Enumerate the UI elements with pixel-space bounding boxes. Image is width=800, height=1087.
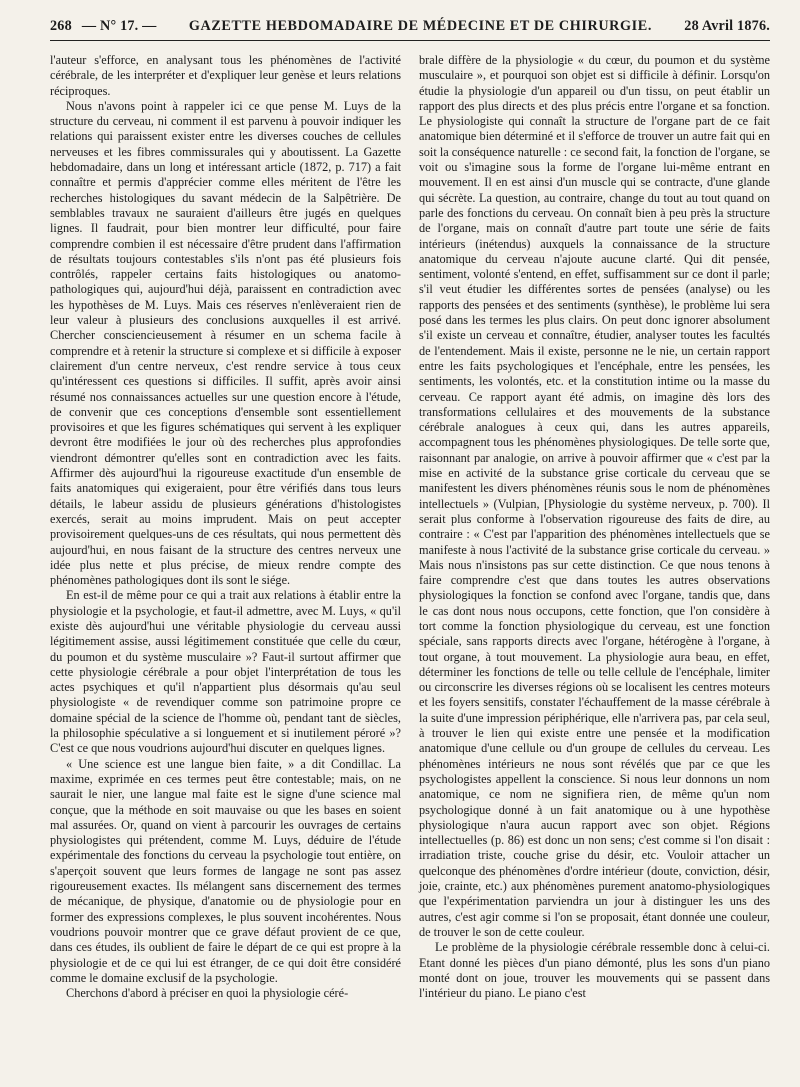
header-left <box>50 18 157 35</box>
issue-date: 28 Avril 1876. <box>684 18 770 34</box>
paragraph: brale diffère de la physiologie « du cœur, du poumon et du système musculaire », et pourquoi son objet est si difficile à définir. Lorsqu'on étudie la physiologie d'un appareil ou d'un tissu, on peut établir un rapport des plus directs et des plus précis entre l'organe et sa fonction. Le physiologiste qui connaît la structure de l'organe part de ce fait anatomique bien déterminé et il s'efforce de trouver un autre fait qui en soit la conséquence naturelle : ce second fait, la fonction de l'organe, se voit ou s'imagine sous la forme de l'organe lui-même entrant en mouvement. Il en est ainsi d'un muscle qui se contracte, d'une glande qui sécrète. La question, au contraire, change du tout au tout quand on parle des fonctions du cerveau. On connaît bien à peu près la structure de l'organe, mais on connaît d'autre part toute une série de faits intérieurs (inétendus) auxquels la connaissance de la structure anatomique du cerveau n'ajoute aucune clarté. Qui dit pensée, sentiment, volonté s'entend, en effet, suffisamment sur ce dont il parle; s'il veut étudier les différentes sortes de pensées (analyse) ou les rapports des pensées et des sentiments (synthèse), le problème lui sera posé dans les termes les plus clairs. On peut donc ignorer absolument s'il existe un cerveau et connaître, étudier, analyser toutes les facultés de l'entendement. Mais il existe, personne ne le nie, un certain rapport entre les faits psychologiques et l'encéphale, entre les pensées, les sentiments, les volontés, etc. et la constitution intime ou la masse du cerveau. Ce rapport ayant été admis, on imagine dès lors des transformations cellulaires et des mouvements de la substance cérébrale analogues à ceux qui, dans les autres appareils, accompagnent tous les phénomènes physiologiques. De telle sorte que, raisonnant par analogie, on arrive à pouvoir affirmer que « c'est par la mise en activité de la substance grise corticale du cerveau que se manifestent les divers phénomènes réunis sous le nom de phénomènes intellectuels » (Vulpian, [Physiologie du système nerveux, p. 700). Il serait plus conforme à l'observation rigoureuse des faits de dire, au contraire : « C'est par l'apparition des phénomènes intellectuels que se manifeste à nous l'activité de la substance grise corticale du cerveau. » Mais nous n'insistons pas sur cette distinction. Ce que nous tenons à faire comprendre c'est que dans toutes les autres observations physiologiques la fonction se confond avec l'organe, tandis que, dans le cas dont nous nous occupons, cette fonction, que l'on considère à tort comme la fonction physiologique du cerveau, est une fonction spéciale, sans rapports directs avec l'organe, hétérogène à l'organe, à tout organe, à tout mouvement. La physiologie aura beau, en effet, déterminer les fonctions de telle ou telle cellule de l'encéphale, limiter ou circonscrire les diverses régions où se localisent les centres moteurs et les foyers sensitifs, constater l'échauffement de la masse cérébrale à la suite d'une impression périphérique, elle n'arrivera pas, par cela seul, à trouver le lien qui existe entre une pensée et la modification anatomique d'une cellule ou d'un groupe de cellules du cerveau. Les phénomènes intérieurs ne nous sont révélés que par ce que les psychologistes appellent la conscience. Si nous leur donnons un nom anatomique, ce nom ne signifiera rien, de même qu'un nom psychologique donné à un fait anatomique ou à une hypothèse physiologique n'aura aucun rapport avec son objet. Régions intellectuelles (p. 86) est donc un non sens; c'est comme si l'on disait : irradiation triste, couche grise du désir, etc. Vouloir attacher un quelconque des phénomènes d'ordre intérieur (doute, conviction, désir, joie, crainte, etc.) aux phénomènes purement anatomo-physiologiques que l'expérimentation parviendra un jour à distinguer les uns des autres, c'est agir comme si l'on se proposait, étant donnée une couleur, de trouver le son de cette couleur. <box>419 53 770 939</box>
paragraph: « Une science est une langue bien faite, » a dit Condillac. La maxime, exprimée en ces termes peut être contestable; mais, on ne saurait le nier, une langue mal faite est le signe d'une science mal conçue, que la méthode en soit mauvaise ou que les bases en soient mal assurées. Or, quand on vient à parcourir les ouvrages de certains physiologistes qui prétendent, comme M. Luys, déduire de l'étude expérimentale des fonctions du cerveau la psychologie tout entière, on s'aperçoit souvent que leurs formes de langage ne sont pas assez rigoureusement exactes. Ils mélangent sans discernement des termes de mécanique, de physique, d'anatomie ou de physiologie pour en former des expressions complexes, le plus souvent incohérentes. Nous voudrions pouvoir montrer que ce grave défaut provient de ce que, dans ces études, ils oublient de faire le départ de ce qui est propre à la physiologie et de ce qui lui est étranger, de ce qui doit être considéré comme le domaine exclusif de la psychologie. <box>50 756 401 985</box>
left-column <box>50 53 401 1001</box>
page-number: 268 <box>50 18 72 34</box>
paragraph: Nous n'avons point à rappeler ici ce que pense M. Luys de la structure du cerveau, ni comment il est parvenu à pouvoir indiquer les relations qui paraissent exister entre les diverses couches de cellules nerveuses et les fibres commissurales qui y aboutissent. La Gazette hebdomadaire, dans un long et intéressant article (1872, p. 717) a fait connaître et permis d'apprécier comme elles méritent de l'être les recherches histologiques du savant médecin de la Salpêtrière. De semblables travaux ne sauraient d'ailleurs être jugés en quelques lignes. Il faudrait, pour bien montrer leur difficulté, pour faire comprendre combien il est nécessaire d'être prudent dans l'affirmation de résultats toujours contestables s'ils n'ont pas été plusieurs fois contrôlés, rappeler certains faits histologiques ou anatomo-pathologiques qui, aujourd'hui déjà, paraissent en contradiction avec les hypothèses de M. Luys. Mais ces réserves n'enlèveraient rien de leur valeur à plusieurs des conclusions auxquelles il est arrivé. Chercher consciencieusement à résumer en un schema facile à comprendre et à retenir la structure si complexe et si difficile à exposer clairement d'un centre nerveux, c'est rendre service à tous ceux qu'intéressent ces questions si difficiles. Il suffit, après avoir ainsi résumé nos connaissances actuelles sur une question encore à l'étude, de convenir que ces conceptions d'ensemble sont essentiellement provisoires et que les figures schématiques qui servent à les expliquer devront être modifiées le jour où des recherches plus approfondies viendront démontrer qu'elles sont en contradiction avec les faits. Affirmer dès aujourd'hui la rigoureuse exactitude d'un ensemble de faits anatomiques qui exigeraient, pour être vérifiés dans tous leurs détails, le labeur assidu de plusieurs générations d'histologistes exercés, serait au moins imprudent. Mais on peut accepter provisoirement quelques-uns de ces résultats, qui nous permettent dès aujourd'hui, en nous faisant de la structure des centres nerveux une idée plus nette et plus précise, de mieux rendre compte des phénomènes pathologiques dont ils sont le siége. <box>50 98 401 588</box>
paragraph: l'auteur s'efforce, en analysant tous les phénomènes de l'activité cérébrale, de les interpréter et d'expliquer leur genèse et leurs relations réciproques. <box>50 53 401 98</box>
article-columns <box>50 53 770 1001</box>
right-column <box>419 53 770 1001</box>
paragraph: En est-il de même pour ce qui a trait aux relations à établir entre la physiologie et la psychologie, et faut-il admettre, avec M. Luys, « qu'il existe dès aujourd'hui une véritable physiologie du cerveau aussi légitimement assise, aussi légitimement constituée que celle du cœur, du poumon et du système musculaire »? Faut-il surtout affirmer que cette physiologie cérébrale a pour objet l'interprétation de tous les actes psychiques et qu'il n'appartient plus désormais qu'au seul physiologiste « de revendiquer comme son patrimoine propre ce domaine spécial de la science de l'homme où, pendant tant de siècles, la philosophie spéculative a si longuement et si inutilement péroré »? C'est ce que nous voudrions aujourd'hui discuter en quelques lignes. <box>50 588 401 756</box>
paragraph: Cherchons d'abord à préciser en quoi la physiologie céré- <box>66 986 349 1001</box>
journal-title: GAZETTE HEBDOMADAIRE DE MÉDECINE ET DE CHIRURGIE. <box>188 18 652 34</box>
issue-number: — N° 17. — <box>81 18 157 34</box>
page-header <box>50 18 770 41</box>
paragraph: Le problème de la physiologie cérébrale ressemble donc à celui-ci. Etant donné les pièces d'un piano démonté, plus les sons d'un piano monté dont on joue, trouver les mouvements qui se passent dans l'intérieur du piano. Le piano c'est <box>419 940 770 1001</box>
